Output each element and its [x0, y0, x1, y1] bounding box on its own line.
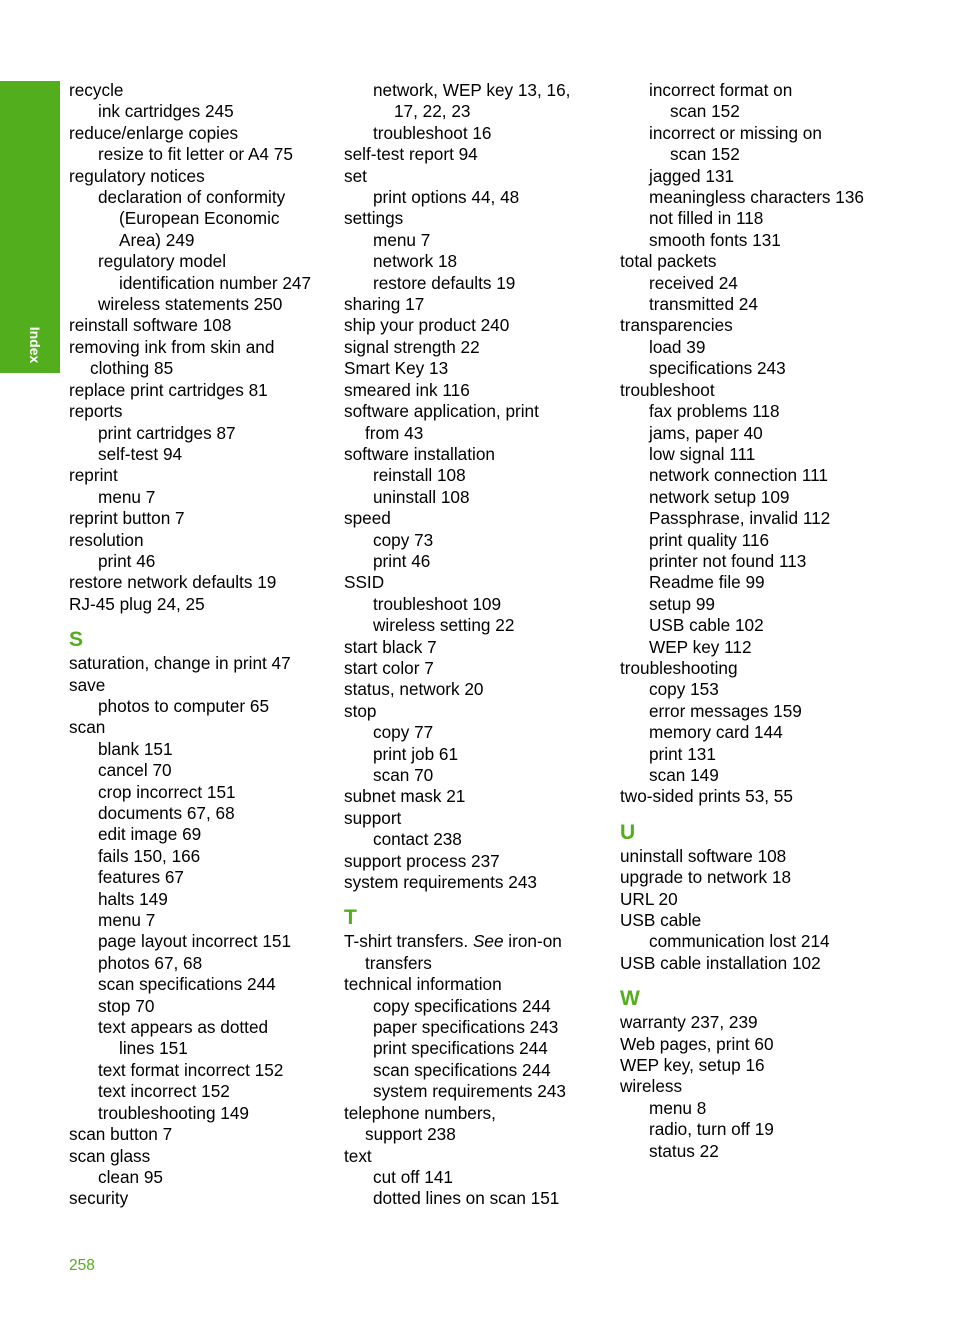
index-entry: troubleshoot: [620, 379, 715, 400]
index-subentry: stop 70: [98, 995, 155, 1016]
index-subentry: identification number 247: [119, 272, 312, 293]
entry-text: T-shirt transfers.: [344, 931, 473, 952]
index-entry: subnet mask 21: [344, 786, 466, 807]
index-subentry: incorrect format on: [649, 80, 793, 100]
index-entry: removing ink from skin and: [69, 336, 275, 357]
index-entry: set: [344, 165, 367, 186]
index-subentry: USB cable 102: [649, 615, 764, 636]
index-entry: wireless: [620, 1076, 683, 1097]
index-entry: RJ-45 plug 24, 25: [69, 593, 205, 614]
index-subentry: system requirements 243: [373, 1081, 566, 1102]
index-entry: from 43: [365, 422, 424, 443]
index-entry: support process 237: [344, 850, 500, 871]
index-entry: warranty 237, 239: [620, 1012, 758, 1033]
index-subentry: status 22: [649, 1140, 719, 1161]
index-subentry: wireless setting 22: [373, 615, 515, 636]
index-subentry: menu 7: [98, 486, 156, 507]
index-subentry: contact 238: [373, 829, 462, 850]
index-subentry: cancel 70: [98, 760, 172, 781]
index-subentry: Passphrase, invalid 112: [649, 508, 831, 529]
index-entry: Smart Key 13: [344, 358, 449, 379]
index-subentry: scan specifications 244: [373, 1059, 551, 1080]
index-entry: reports: [69, 401, 123, 422]
index-entry: save: [69, 674, 106, 695]
index-column-1: [69, 80, 339, 1210]
index-subentry: text format incorrect 152: [98, 1059, 284, 1080]
index-entry: reprint: [69, 465, 118, 486]
index-entry: WEP key, setup 16: [620, 1055, 765, 1076]
index-entry: reduce/enlarge copies: [69, 122, 239, 143]
index-entry: smeared ink 116: [344, 379, 470, 400]
index-subentry: ink cartridges 245: [98, 101, 234, 122]
index-subentry: menu 7: [373, 229, 431, 250]
index-entry: total packets: [620, 251, 717, 272]
index-entry: reprint button 7: [69, 508, 185, 529]
index-subentry: photos to computer 65: [98, 695, 270, 716]
index-subentry: specifications 243: [649, 358, 786, 379]
index-subentry: crop incorrect 151: [98, 781, 236, 802]
index-entry: resolution: [69, 529, 144, 550]
index-subentry: 17, 22, 23: [394, 101, 471, 122]
index-subentry: setup 99: [649, 593, 715, 614]
index-entry: uninstall software 108: [620, 845, 787, 866]
index-subentry: Readme file 99: [649, 572, 765, 593]
index-subentry: jagged 131: [649, 165, 735, 186]
index-subentry: photos 67, 68: [98, 952, 203, 973]
index-entry: Web pages, print 60: [620, 1033, 774, 1054]
index-entry: troubleshooting: [620, 657, 738, 678]
index-entry: system requirements 243: [344, 872, 537, 893]
index-subentry: cut off 141: [373, 1166, 453, 1187]
index-entry: reinstall software 108: [69, 315, 232, 336]
index-subentry: network, WEP key 13, 16,: [373, 80, 571, 100]
index-entry: software application, print: [344, 401, 539, 422]
index-entry: [344, 931, 614, 952]
index-entry: replace print cartridges 81: [69, 379, 268, 400]
index-entry: start black 7: [344, 636, 437, 657]
index-column-2: [344, 80, 614, 1210]
side-tab-label: Index: [27, 326, 43, 364]
index-entry: settings: [344, 208, 404, 229]
index-entry: support 238: [365, 1124, 456, 1145]
index-entry: software installation: [344, 443, 495, 464]
index-entry: telephone numbers,: [344, 1102, 496, 1123]
index-subentry: print 46: [373, 550, 431, 571]
index-subentry: declaration of conformity: [98, 187, 286, 208]
index-entry: stop: [344, 700, 377, 721]
index-subentry: copy 73: [373, 529, 434, 550]
index-entry: transfers: [365, 952, 432, 973]
index-entry: ship your product 240: [344, 315, 510, 336]
index-entry: restore network defaults 19: [69, 572, 277, 593]
index-entry: recycle: [69, 80, 124, 100]
index-subentry: paper specifications 243: [373, 1017, 559, 1038]
index-subentry: scan 152: [670, 144, 740, 165]
index-subentry: network setup 109: [649, 486, 790, 507]
index-subentry: uninstall 108: [373, 486, 470, 507]
index-entry: saturation, change in print 47: [69, 653, 291, 674]
index-subentry: restore defaults 19: [373, 272, 516, 293]
index-subentry: printer not found 113: [649, 550, 807, 571]
index-entry: URL 20: [620, 888, 678, 909]
index-subentry: troubleshooting 149: [98, 1102, 249, 1123]
index-entry: technical information: [344, 974, 502, 995]
index-entry: status, network 20: [344, 679, 484, 700]
index-subentry: lines 151: [119, 1038, 188, 1059]
section-letter: S: [69, 628, 84, 652]
index-subentry: dotted lines on scan 151: [373, 1188, 560, 1209]
index-entry: upgrade to network 18: [620, 867, 792, 888]
index-entry: support: [344, 807, 402, 828]
index-subentry: network connection 111: [649, 465, 828, 486]
index-subentry: radio, turn off 19: [649, 1119, 774, 1140]
index-subentry: memory card 144: [649, 722, 783, 743]
index-subentry: communication lost 214: [649, 931, 830, 952]
index-subentry: self-test 94: [98, 443, 183, 464]
index-subentry: reinstall 108: [373, 465, 466, 486]
index-subentry: documents 67, 68: [98, 803, 235, 823]
index-subentry: copy 77: [373, 722, 434, 743]
index-subentry: halts 149: [98, 888, 168, 909]
index-subentry: troubleshoot 109: [373, 593, 502, 614]
index-entry: clothing 85: [90, 358, 174, 379]
index-entry: scan glass: [69, 1145, 151, 1166]
index-column-3: [620, 80, 910, 1162]
index-subentry: print quality 116: [649, 529, 770, 550]
index-subentry: print 131: [649, 743, 716, 764]
index-subentry: edit image 69: [98, 824, 202, 845]
index-subentry: page layout incorrect 151: [98, 931, 292, 952]
index-entry: SSID: [344, 572, 385, 593]
index-subentry: error messages 159: [649, 700, 802, 721]
index-subentry: smooth fonts 131: [649, 229, 781, 250]
index-entry: speed: [344, 508, 391, 529]
index-subentry: load 39: [649, 336, 706, 357]
index-subentry: meaningless characters 136: [649, 187, 864, 208]
index-subentry: Area) 249: [119, 229, 195, 250]
index-entry: USB cable: [620, 910, 702, 931]
index-subentry: (European Economic: [119, 208, 280, 229]
index-subentry: print specifications 244: [373, 1038, 548, 1059]
index-subentry: copy 153: [649, 679, 719, 700]
index-subentry: resize to fit letter or A4 75: [98, 144, 293, 165]
index-entry: sharing 17: [344, 294, 425, 315]
index-entry: regulatory notices: [69, 165, 205, 186]
entry-text-after: iron-on: [503, 931, 562, 952]
index-subentry: regulatory model: [98, 251, 227, 272]
page-number: 258: [69, 1257, 95, 1274]
see-reference: See: [472, 931, 504, 952]
index-subentry: WEP key 112: [649, 636, 752, 657]
index-entry: self-test report 94: [344, 144, 478, 165]
index-subentry: not filled in 118: [649, 208, 764, 229]
index-entry: scan button 7: [69, 1124, 173, 1145]
index-subentry: jams, paper 40: [649, 422, 763, 443]
index-subentry: text appears as dotted: [98, 1017, 269, 1038]
section-letter: T: [344, 906, 357, 930]
index-entry: security: [69, 1188, 129, 1209]
index-entry: text: [344, 1145, 372, 1166]
index-entry: transparencies: [620, 315, 733, 336]
index-entry: scan: [69, 717, 106, 738]
index-subentry: fails 150, 166: [98, 845, 201, 866]
index-subentry: blank 151: [98, 738, 173, 759]
index-subentry: scan specifications 244: [98, 974, 276, 995]
index-subentry: scan 70: [373, 765, 434, 785]
index-subentry: low signal 111: [649, 443, 756, 464]
index-subentry: print options 44, 48: [373, 187, 520, 208]
index-entry: two-sided prints 53, 55: [620, 786, 793, 807]
index-subentry: clean 95: [98, 1166, 163, 1187]
index-subentry: incorrect or missing on: [649, 122, 822, 143]
section-letter: W: [620, 987, 640, 1011]
index-subentry: text incorrect 152: [98, 1081, 230, 1102]
index-subentry: fax problems 118: [649, 401, 780, 422]
section-letter: U: [620, 820, 636, 844]
index-subentry: menu 7: [98, 910, 156, 931]
index-subentry: menu 8: [649, 1097, 707, 1118]
index-subentry: scan 149: [649, 765, 719, 785]
index-subentry: print cartridges 87: [98, 422, 236, 443]
index-subentry: copy specifications 244: [373, 995, 551, 1016]
index-entry: signal strength 22: [344, 336, 480, 357]
index-entry: USB cable installation 102: [620, 952, 821, 973]
index-subentry: features 67: [98, 867, 184, 888]
index-subentry: scan 152: [670, 101, 740, 122]
index-subentry: transmitted 24: [649, 294, 758, 315]
index-subentry: troubleshoot 16: [373, 122, 492, 143]
index-subentry: received 24: [649, 272, 738, 293]
index-subentry: wireless statements 250: [98, 294, 283, 315]
index-subentry: print 46: [98, 550, 156, 571]
index-subentry: network 18: [373, 251, 458, 272]
index-entry: start color 7: [344, 657, 434, 678]
index-subentry: print job 61: [373, 743, 459, 764]
